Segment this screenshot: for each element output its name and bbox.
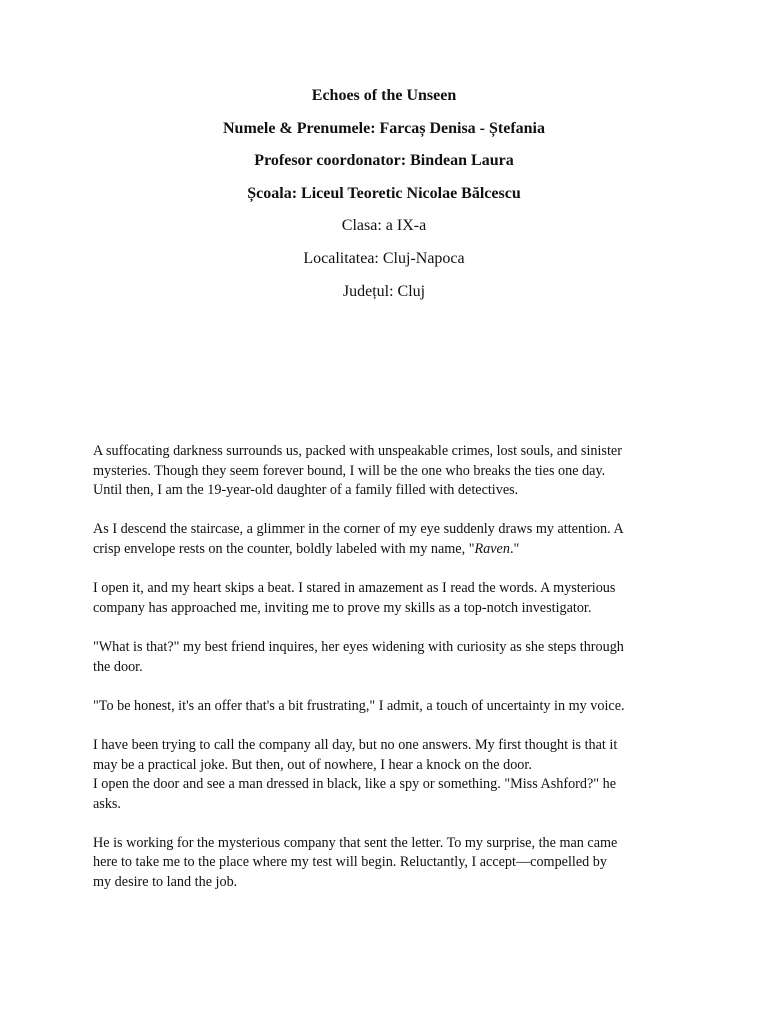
text-line: "To be honest, it's an offer that's a bit frustrating," I admit, a touch of uncertainty in my voice.: [93, 697, 625, 714]
text-line: "What is that?" my best friend inquires, her eyes widening with curiosity as she steps through: [93, 638, 624, 655]
text-line: here to take me to the place where my test will begin. Reluctantly, I accept—compelled by: [93, 854, 607, 871]
text-line: A suffocating darkness surrounds us, packed with unspeakable crimes, lost souls, and sinister: [93, 443, 622, 459]
text-line: the door.: [93, 658, 143, 675]
paragraph-7: [93, 834, 683, 893]
text-line: may be a practical joke. But then, out of nowhere, I hear a knock on the door.: [93, 756, 532, 773]
text-segment: crisp envelope rests on the counter, boldly labeled with my name, ": [93, 540, 475, 557]
text-line: He is working for the mysterious company that sent the letter. To my surprise, the man came: [93, 834, 618, 851]
text-line: [93, 540, 683, 560]
author-name: Numele & Prenumele: Farcaș Denisa - Ștefania: [222, 119, 545, 137]
story-body: [93, 442, 683, 912]
county-info: Județul: Cluj: [342, 282, 426, 300]
paragraph-5: [93, 697, 683, 717]
text-line: Until then, I am the 19-year-old daughter of a family filled with detectives.: [93, 482, 519, 499]
paragraph-3: [93, 579, 683, 618]
locality-info: Localitatea: Cluj-Napoca: [303, 249, 465, 267]
text-line: I have been trying to call the company all day, but no one answers. My first thought is that it: [93, 736, 618, 753]
title-block: [0, 86, 768, 314]
text-segment: .": [509, 540, 520, 557]
raven-name: Raven: [474, 540, 510, 557]
story-title: Echoes of the Unseen: [311, 87, 457, 104]
paragraph-4: [93, 638, 683, 677]
school-name: Școala: Liceul Teoretic Nicolae Bălcescu: [247, 184, 521, 202]
text-line: mysteries. Though they seem forever bound, I will be the one who breaks the ties one day.: [93, 462, 606, 479]
text-line: I open it, and my heart skips a beat. I stared in amazement as I read the words. A mysterious: [93, 580, 616, 597]
text-line: asks.: [93, 795, 121, 812]
text-line: As I descend the staircase, a glimmer in the corner of my eye suddenly draws my attention. A: [93, 521, 624, 538]
paragraph-6: [93, 736, 683, 814]
text-line: company has approached me, inviting me to prove my skills as a top-notch investigator.: [93, 599, 592, 616]
paragraph-2: [93, 520, 683, 559]
paragraph-1: [93, 442, 683, 501]
coordinator-name: Profesor coordonator: Bindean Laura: [254, 152, 514, 170]
text-line: I open the door and see a man dressed in black, like a spy or something. "Miss Ashford?" he: [93, 776, 617, 793]
class-info: Clasa: a IX-a: [341, 217, 427, 235]
text-line: my desire to land the job.: [93, 874, 238, 891]
